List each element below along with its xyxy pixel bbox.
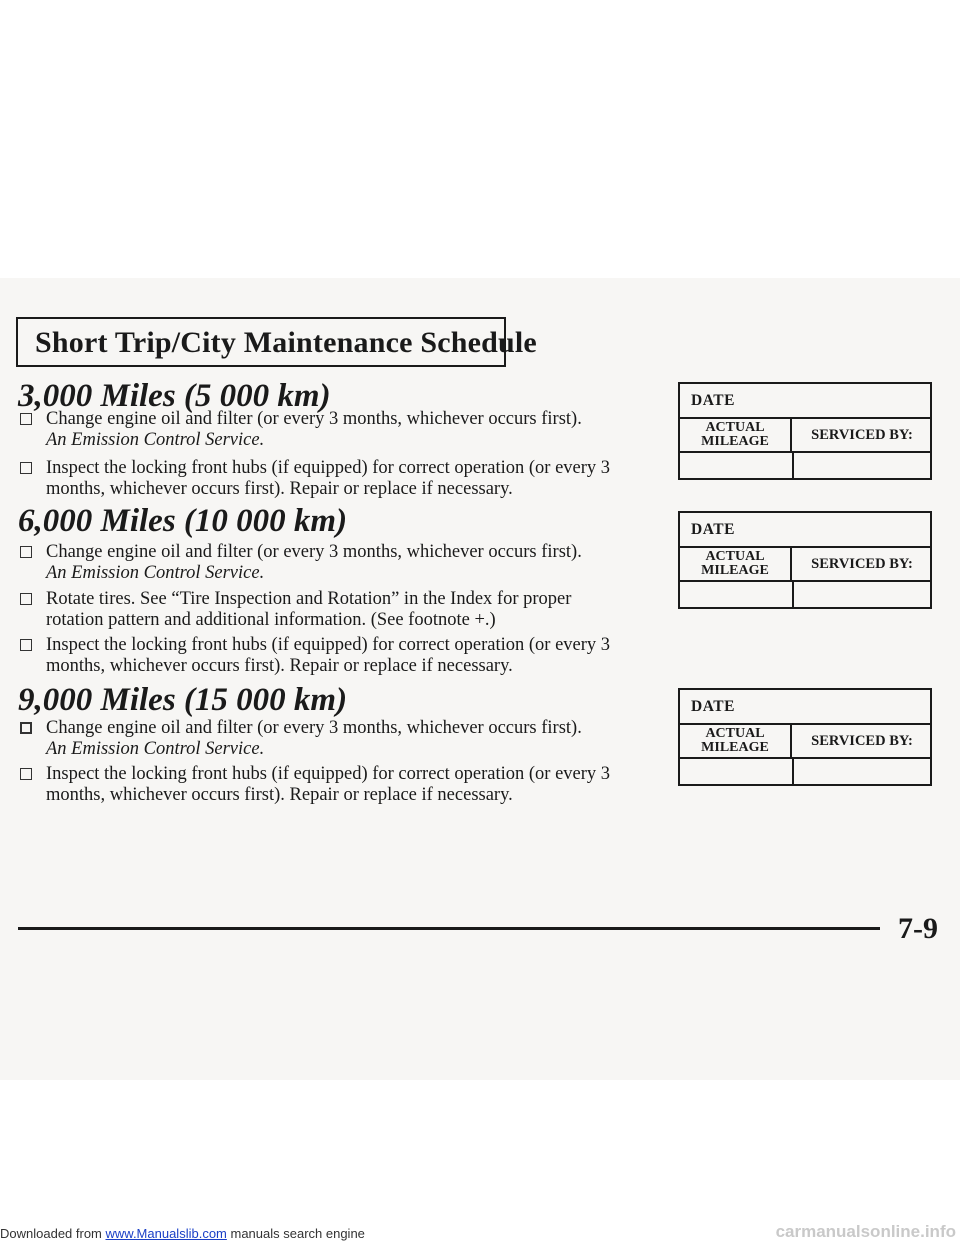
actual-mileage-label: ACTUAL MILEAGE	[680, 419, 792, 451]
checkbox-icon[interactable]	[20, 593, 32, 605]
record-entry-row[interactable]	[680, 453, 930, 480]
emission-note: An Emission Control Service.	[46, 563, 265, 583]
service-record-3000	[678, 382, 932, 480]
section-heading-3000: 3,000 Miles (5 000 km)	[18, 378, 331, 414]
actual-mileage-label: ACTUAL MILEAGE	[680, 548, 792, 580]
checkbox-icon[interactable]	[20, 768, 32, 780]
checklist-item: Change engine oil and filter (or every 3 months, whichever occurs first). An Emission Control Service.	[20, 542, 630, 584]
checkbox-icon[interactable]	[20, 462, 32, 474]
emission-note: An Emission Control Service.	[46, 739, 265, 759]
checklist-item: Inspect the locking front hubs (if equipped) for correct operation (or every 3 months, whichever occurs first). Repair or replace if necessary.	[20, 635, 630, 677]
checkbox-icon[interactable]	[20, 722, 32, 734]
checklist-item: Change engine oil and filter (or every 3 months, whichever occurs first). An Emission Control Service.	[20, 409, 630, 451]
date-label: DATE	[691, 521, 735, 538]
record-entry-row[interactable]	[680, 582, 930, 609]
service-record-6000	[678, 511, 932, 609]
checklist-item: Rotate tires. See “Tire Inspection and Rotation” in the Index for proper rotation pattern and additional information. (See footnote +.)	[20, 589, 630, 631]
schedule-title-box	[16, 317, 537, 367]
record-entry-row[interactable]	[680, 759, 930, 786]
checkbox-icon[interactable]	[20, 413, 32, 425]
serviced-by-label: SERVICED BY:	[811, 733, 913, 749]
service-record-9000	[678, 688, 932, 786]
checklist-item: Change engine oil and filter (or every 3 months, whichever occurs first). An Emission Control Service.	[20, 718, 630, 760]
serviced-by-label: SERVICED BY:	[811, 427, 913, 443]
manualslib-link[interactable]: www.Manualslib.com	[105, 1226, 227, 1241]
page-rule	[18, 927, 880, 930]
emission-note: An Emission Control Service.	[46, 430, 265, 450]
checkbox-icon[interactable]	[20, 546, 32, 558]
watermark-text: carmanualsonline.info	[775, 1222, 956, 1241]
serviced-by-label: SERVICED BY:	[811, 556, 913, 572]
section-heading-9000: 9,000 Miles (15 000 km)	[18, 682, 348, 718]
actual-mileage-label: ACTUAL MILEAGE	[680, 725, 792, 757]
download-footer: Downloaded from www.Manualslib.com manuals search engine	[0, 1226, 365, 1241]
checklist-item: Inspect the locking front hubs (if equipped) for correct operation (or every 3 months, whichever occurs first). Repair or replace if necessary.	[20, 458, 630, 500]
checklist-item: Inspect the locking front hubs (if equipped) for correct operation (or every 3 months, whichever occurs first). Repair or replace if necessary.	[20, 764, 630, 806]
checkbox-icon[interactable]	[20, 639, 32, 651]
section-heading-6000: 6,000 Miles (10 000 km)	[18, 503, 348, 539]
page-number: 7-9	[898, 912, 938, 945]
schedule-title: Short Trip/City Maintenance Schedule	[35, 326, 537, 359]
date-label: DATE	[691, 392, 735, 409]
date-label: DATE	[691, 698, 735, 715]
